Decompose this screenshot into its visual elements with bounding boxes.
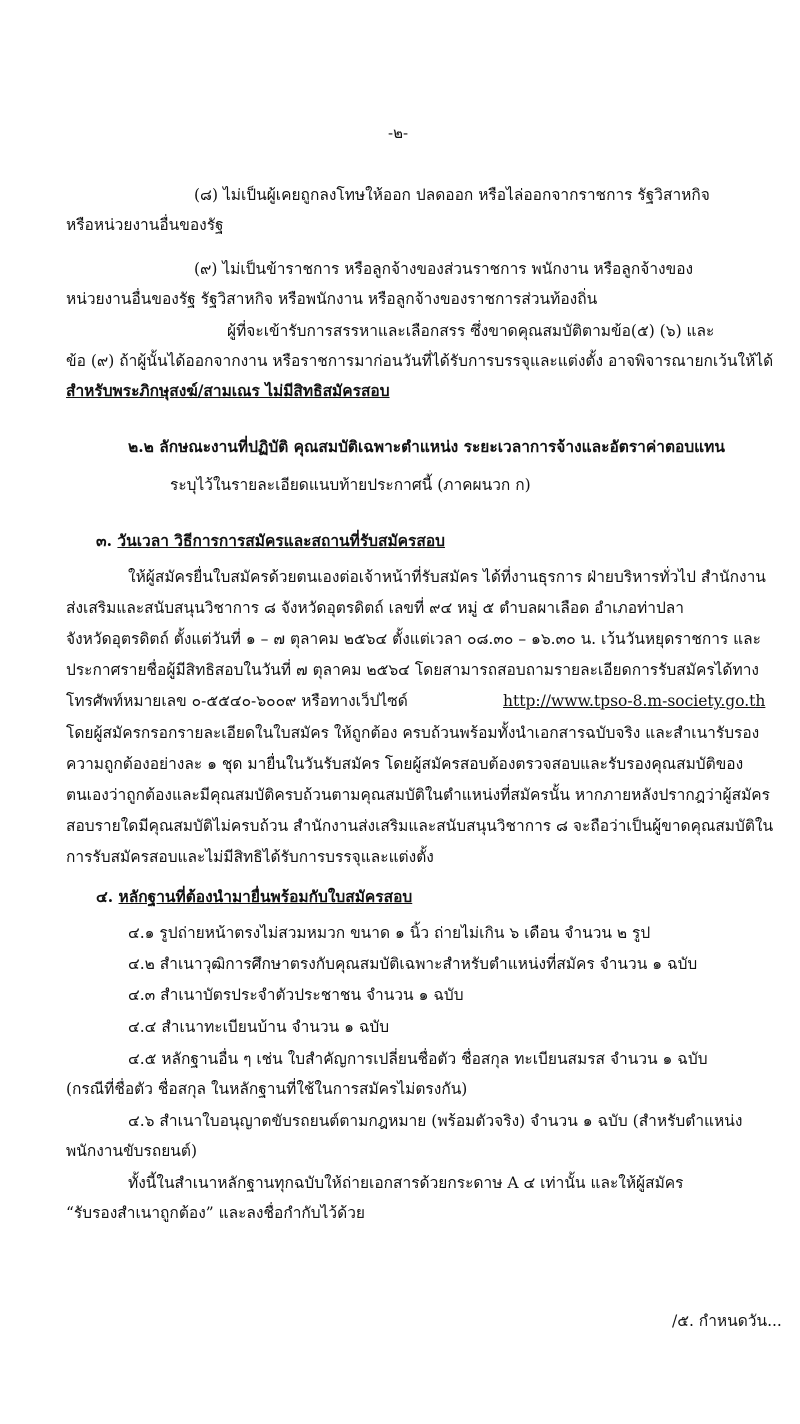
qual-note-line-1: ผู้ที่จะเข้ารับการสรรหาและเลือกสรร ซึ่งขาดคุณสมบัติตามข้อ(๕) (๖) และ [227, 322, 715, 340]
section-3-line-6: โดยผู้สมัครกรอกรายละเอียดในใบสมัคร ให้ถูกต้อง ครบถ้วนพร้อมทั้งนำเอกสารฉบับจริง และสำเนารับรอง [66, 724, 760, 742]
monk-note: สำหรับพระภิกษุสงฆ์/สามเณร ไม่มีสิทธิสมัครสอบ [66, 381, 390, 400]
section-3-line-8: ตนเองว่าถูกต้องและมีคุณสมบัติครบถ้วนตามคุณสมบัติในตำแหน่งที่สมัครนั้น หากภายหลังปรากฎว่าผู้สมัคร [66, 786, 770, 804]
qual-item-9-line-2: หน่วยงานอื่นของรัฐ รัฐวิสาหกิจ หรือพนักงาน หรือลูกจ้างของราชการส่วนท้องถิ่น [66, 290, 598, 308]
section-4-item-4: ๔.๔ สำเนาทะเบียนบ้าน จำนวน ๑ ฉบับ [128, 1018, 390, 1036]
page-number: -๒- [388, 124, 409, 142]
section-4-item-3: ๔.๓ สำเนาบัตรประจำตัวประชาชน จำนวน ๑ ฉบับ [128, 986, 464, 1004]
section-3-line-4: ประกาศรายชื่อผู้มีสิทธิสอบในวันที่ ๗ ตุลาคม ๒๕๖๔ โดยสามารถสอบถามรายละเอียดการรับสมัครได้ทาง [66, 661, 759, 679]
qual-note-line-2: ข้อ (๙) ถ้าผู้นั้นได้ออกจากงาน หรือราชการมาก่อนวันที่ได้รับการบรรจุและแต่งตั้ง อาจพิจารณายกเว้นให้ได้ [66, 352, 774, 370]
section-3-line-1: ให้ผู้สมัครยื่นใบสมัครด้วยตนเองต่อเจ้าหน้าที่รับสมัคร ได้ที่งานธุรการ ฝ่ายบริหารทั่วไป สำนักงาน [128, 568, 766, 586]
section-4-item-2: ๔.๒ สำเนาวุฒิการศึกษาตรงกับคุณสมบัติเฉพาะสำหรับตำแหน่งที่สมัคร จำนวน ๑ ฉบับ [128, 955, 698, 973]
qual-item-8-line-2: หรือหน่วยงานอื่นของรัฐ [66, 216, 224, 234]
section-3-line-5: โทรศัพท์หมายเลข ๐-๕๕๔๐-๖๐๐๙ หรือทางเว็ปไซด์ [66, 692, 408, 710]
section-3-title: วันเวลา วิธีการการสมัครและสถานที่รับสมัครสอบ [117, 531, 445, 550]
section-3-line-9: สอบรายใดมีคุณสมบัติไม่ครบถ้วน สำนักงานส่งเสริมและสนับสนุนวิชาการ ๘ จะถือว่าเป็นผู้ขาดคุณสมบัติใน [66, 817, 774, 835]
qual-item-8-line-1: (๘) ไม่เป็นผู้เคยถูกลงโทษให้ออก ปลดออก หรือไล่ออกจากราชการ รัฐวิสาหกิจ [194, 186, 710, 204]
section-4-heading [96, 886, 412, 908]
section-4-item-6-line-1: ๔.๖ สำเนาใบอนุญาตขับรถยนต์ตามกฎหมาย (พร้อมตัวจริง) จำนวน ๑ ฉบับ (สำหรับตำแหน่ง [128, 1112, 743, 1130]
section-2-2-heading: ๒.๒ ลักษณะงานที่ปฏิบัติ คุณสมบัติเฉพาะตำแหน่ง ระยะเวลาการจ้างและอัตราค่าตอบแทน [128, 437, 725, 456]
section-4-item-5-line-2: (กรณีที่ชื่อตัว ชื่อสกุล ในหลักฐานที่ใช้ในการสมัครไม่ตรงกัน) [66, 1080, 468, 1098]
section-3-line-3: จังหวัดอุตรดิตถ์ ตั้งแต่วันที่ ๑ – ๗ ตุลาคม ๒๕๖๔ ตั้งแต่เวลา ๐๘.๓๐ – ๑๖.๓๐ น. เว้นวันหยุดราชการ และ [66, 630, 761, 648]
section-2-2-body: ระบุไว้ในรายละเอียดแนบท้ายประกาศนี้ (ภาคผนวก ก) [170, 476, 531, 494]
section-3-line-7: ความถูกต้องอย่างละ ๑ ชุด มายื่นในวันรับสมัคร โดยผู้สมัครสอบต้องตรวจสอบและรับรองคุณสมบัติของ [66, 755, 744, 773]
section-4-item-6-line-2: พนักงานขับรถยนต์) [66, 1142, 198, 1160]
website-link[interactable]: http://www.tpso-8.m-society.go.th [503, 692, 766, 710]
section-3-line-2: ส่งเสริมและสนับสนุนวิชาการ ๘ จังหวัดอุตรดิตถ์ เลขที่ ๙๔ หมู่ ๕ ตำบลผาเลือด อำเภอท่าปลา [66, 599, 684, 617]
section-3-line-10: การรับสมัครสอบและไม่มีสิทธิได้รับการบรรจุและแต่งตั้ง [66, 848, 434, 866]
continuation-note: /๕. กำหนดวัน... [672, 1312, 782, 1330]
section-4-number: ๔. [96, 887, 114, 906]
section-3-heading [96, 530, 445, 552]
section-4-item-5-line-1: ๔.๕ หลักฐานอื่น ๆ เช่น ใบสำคัญการเปลี่ยนชื่อตัว ชื่อสกุล ทะเบียนสมรส จำนวน ๑ ฉบับ [128, 1050, 708, 1068]
qual-item-9-line-1: (๙) ไม่เป็นข้าราชการ หรือลูกจ้างของส่วนราชการ พนักงาน หรือลูกจ้างของ [194, 260, 694, 278]
section-3-number: ๓. [96, 531, 112, 550]
section-4-note-line-1: ทั้งนี้ในสำเนาหลักฐานทุกฉบับให้ถ่ายเอกสารด้วยกระดาษ A ๔ เท่านั้น และให้ผู้สมัคร [128, 1174, 684, 1192]
section-4-note-line-2: “รับรองสำเนาถูกต้อง” และลงชื่อกำกับไว้ด้วย [66, 1204, 365, 1222]
section-4-item-1: ๔.๑ รูปถ่ายหน้าตรงไม่สวมหมวก ขนาด ๑ นิ้ว ถ่ายไม่เกิน ๖ เดือน จำนวน ๒ รูป [128, 924, 651, 942]
section-4-title: หลักฐานที่ต้องนำมายื่นพร้อมกับใบสมัครสอบ [118, 887, 413, 906]
